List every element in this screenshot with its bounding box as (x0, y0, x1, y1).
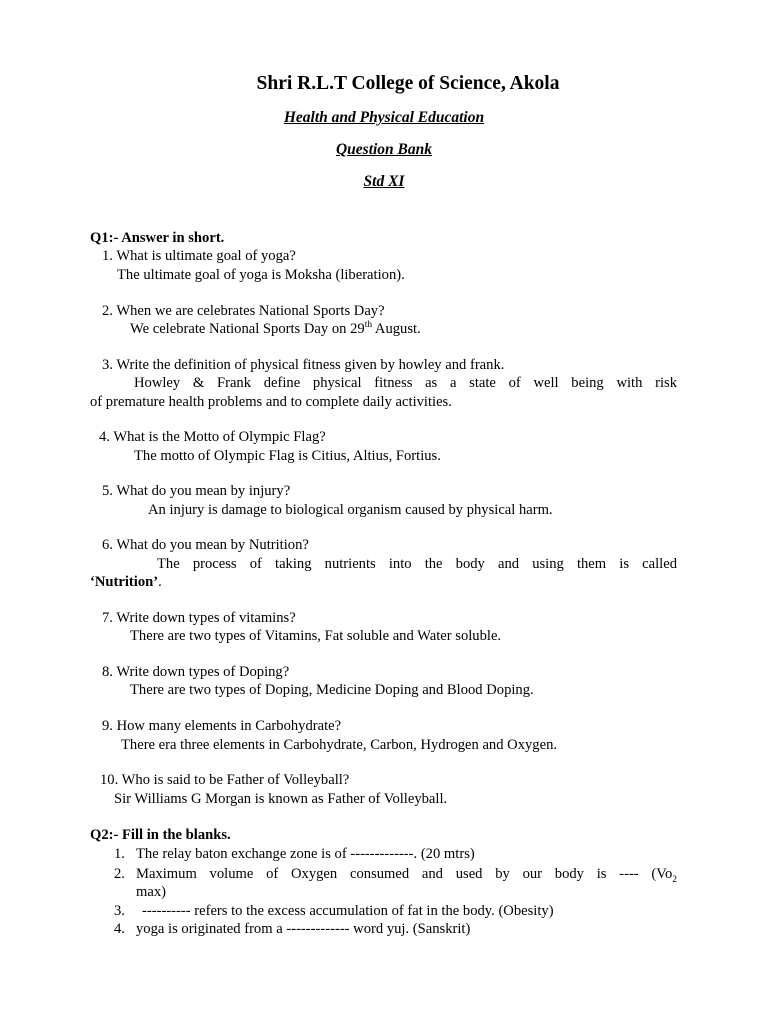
q2-item-4-num: 4. (114, 921, 125, 937)
q2-item-1-num: 1. (114, 846, 125, 862)
q1-answer-4: The motto of Olympic Flag is Citius, Altius, Fortius. (134, 448, 441, 464)
q2-heading: Q2:- Fill in the blanks. (90, 827, 231, 843)
q1-question-5: 5. What do you mean by injury? (102, 483, 291, 499)
q1-answer-3-line2: of premature health problems and to complete daily activities. (90, 394, 452, 410)
q1-answer-10: Sir Williams G Morgan is known as Father of Volleyball. (114, 791, 448, 807)
standard-title: Std XI (363, 173, 405, 190)
q2-item-2-cont: max) (136, 884, 166, 900)
q1-question-6: 6. What do you mean by Nutrition? (102, 537, 309, 553)
q1-answer-1: The ultimate goal of yoga is Moksha (liberation). (117, 267, 405, 283)
q1-question-10: 10. Who is said to be Father of Volleyball? (100, 772, 350, 788)
q2-item-1-text: The relay baton exchange zone is of -------------. (20 mtrs) (136, 846, 475, 862)
q1-answer-6-line1: The process of taking nutrients into the body and using them is called (157, 556, 677, 572)
q2-item-2-num: 2. (114, 866, 125, 882)
q1-question-4: 4. What is the Motto of Olympic Flag? (99, 429, 326, 445)
q1-answer-7: There are two types of Vitamins, Fat soluble and Water soluble. (130, 628, 502, 644)
q1-question-8: 8. Write down types of Doping? (102, 664, 290, 680)
q1-question-3: 3. Write the definition of physical fitness given by howley and frank. (102, 357, 505, 373)
doc-type-title: Question Bank (335, 141, 433, 158)
q1-answer-6-line2: ‘Nutrition’. (90, 574, 162, 590)
q2-item-3-text: ---------- refers to the excess accumulation of fat in the body. (Obesity) (142, 903, 554, 919)
q1-heading: Q1:- Answer in short. (90, 230, 225, 246)
q1-answer-3-line1: Howley & Frank define physical fitness as a state of well being with risk (134, 375, 677, 391)
q2-item-4-text: yoga is originated from a ------------- word yuj. (Sanskrit) (136, 921, 471, 937)
q1-answer-5: An injury is damage to biological organism caused by physical harm. (148, 502, 553, 518)
q1-answer-8: There are two types of Doping, Medicine Doping and Blood Doping. (130, 682, 534, 698)
q1-question-1: 1. What is ultimate goal of yoga? (102, 248, 296, 264)
q1-question-2: 2. When we are celebrates National Sports Day? (102, 303, 385, 319)
q2-item-3-num: 3. (114, 903, 125, 919)
q1-question-7: 7. Write down types of vitamins? (102, 610, 296, 626)
subject-title: Health and Physical Education (283, 109, 485, 126)
q1-answer-2: We celebrate National Sports Day on 29th August. (130, 320, 421, 337)
q1-question-9: 9. How many elements in Carbohydrate? (102, 718, 342, 734)
college-title: Shri R.L.T College of Science, Akola (256, 73, 560, 94)
q1-answer-9: There era three elements in Carbohydrate, Carbon, Hydrogen and Oxygen. (121, 737, 558, 753)
q2-item-2-text: Maximum volume of Oxygen consumed and used by our body is ---- ($Vo_2$ (136, 866, 677, 885)
